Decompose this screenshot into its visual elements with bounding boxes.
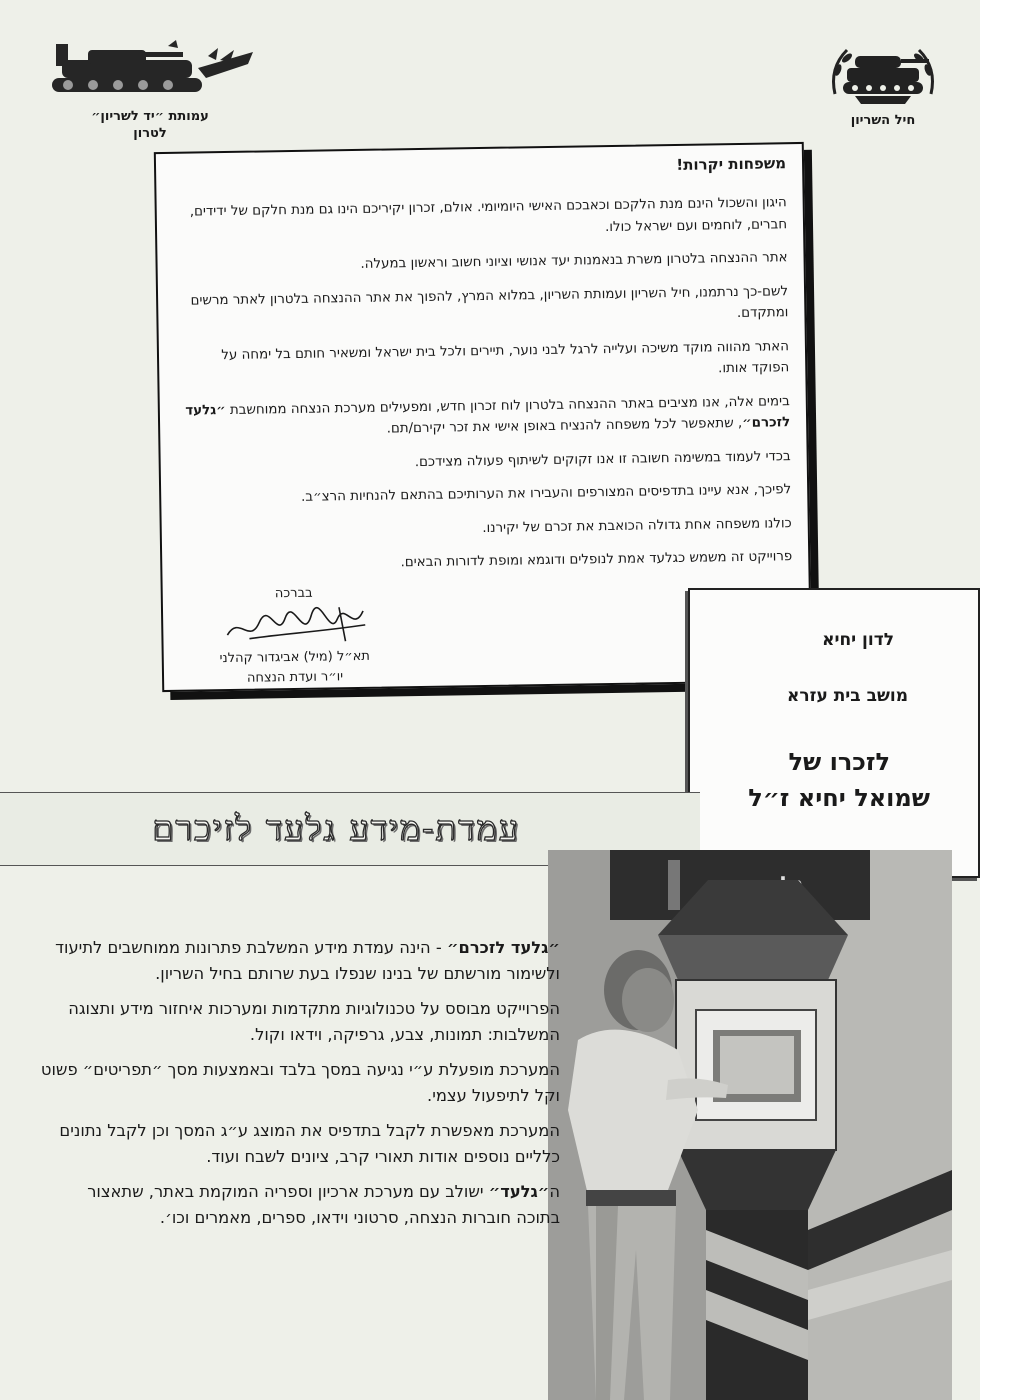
kiosk-photo (548, 850, 952, 1400)
signer-name: תא״ל (מיל) אביגדור קהלני (219, 648, 371, 667)
left-logo-caption (45, 108, 255, 142)
memorial-fallen-name: שמואל יחיא ז״ל (748, 784, 930, 812)
letter-closing: בברכה (274, 585, 313, 602)
letter-paragraph-8: כולנו משפחה אחת גדולה הכואבת את זכרם של יקירנו. (482, 515, 792, 536)
body-paragraph-5 (40, 1179, 560, 1230)
body-paragraph-1 (40, 935, 560, 986)
armored-corps-emblem-icon (825, 38, 941, 104)
letter-paragraph-9: פרוייקט זה משמש כגלעד אמת לנופלים ודוגמא ומופת לדורות הבאים. (400, 549, 793, 571)
yad-lashiryon-logo (45, 38, 255, 142)
letter-paragraph-4: האתר מהווה מוקד משיכה ועלייה לרגל לבני נוער, תיירים ולכל בית ישראל ומשאיר חותם בל ימחה על הפוקד אותו. (221, 338, 790, 377)
letter-paragraph-5-end: , שתאפשר לכל משפחה להנציח באופן אישי את זכר יקירם/תם. (386, 415, 743, 437)
body-paragraph-2: הפרוייקט מבוסס על טכנולוגיות מתקדמות ומערכות איחזור מידע ותצוגה המשלבות: תמונות, צבע, גרפיקה, וידאו וקול. (68, 999, 560, 1044)
memorial-recipient: לדון יחיא (822, 630, 894, 650)
body-paragraph-1-rest: - הינה עמדת מידע המשלבת פתרונות ממוחשבים לתיעוד ולשימור מורשתם של בנינו שנפלו בעת שרותם בחיל השריון. (55, 938, 560, 983)
letter-paragraph-3: לשם-כך נרתמנו, חיל השריון ועמותת השריון, במלוא המרץ, להפוך את אתר ההנצחה בלטרון לאתר מרשים ומתקדם. (190, 283, 789, 321)
armored-corps-logo (818, 38, 948, 129)
tank-icon (48, 38, 253, 100)
letter-paragraph-2: אתר ההנצחה בלטרון משרת בנאמנות יעד אנושי וציוני חשוב וראשון במעלה. (360, 250, 788, 272)
paper-edge (980, 0, 1018, 1400)
memorial-dedication: לזכרו של (788, 748, 890, 776)
project-name: ״גלעד לזכרם״ (446, 938, 560, 957)
left-caption-line2: לטרון (133, 126, 167, 141)
letter-paragraph-6: בכדי לעמוד במשימה חשובה זו אנו זקוקים לשיתוף פעולה מצידכם. (414, 448, 791, 470)
kiosk-illustration (548, 850, 952, 1400)
memorial-address: מושב בית עזרא (787, 686, 908, 706)
body-text (40, 935, 560, 1240)
body-paragraph-5-prefix: ה (549, 1182, 560, 1201)
project-name-inline: ״גלעד לזכרם״ (185, 402, 791, 431)
letter-paragraph-5-start: בימים אלה, אנו מציבים באתר ההנצחה בלטרון לוח זכרון חדש, ומפעילים מערכת הנצחה ממוחשבת (229, 393, 790, 418)
signer-role: יו״ר ועדת הנצחה (246, 669, 344, 686)
body-paragraph-5-rest: ישולב עם מערכת ארכיון וספריה המוקמת באתר, שתאצור בתוכה חוברות הנצחה, סרטוני וידאו, ספרים, מאמרים וכו׳. (87, 1182, 560, 1227)
letter-paragraph-7: לפיכך, אנא עיינו בתדפיסים המצורפים והעבירו את הערותיכם בהתאם להנחיות הרצ״ב. (300, 482, 792, 505)
right-logo-caption: חיל השריון (850, 113, 916, 128)
letter-paragraph-5 (182, 391, 791, 444)
letter-paragraph-1: היגון והשכול הינם מנת הלקכם וכאבכם האישי היומיומי. אולם, זכרון יקיריכם הינו גם מנת חלקם של ידידים, חברים, לוחמים ועם ישראל כולו. (189, 195, 788, 235)
section-title: עמדת-מידע גלעד לזיכרם (152, 809, 520, 849)
signature-block (199, 583, 391, 690)
left-caption-line1: עמותת ״יד לשריון״ (91, 109, 209, 124)
letter-salutation: משפחות יקרות! (676, 154, 787, 174)
body-paragraph-4: המערכת מאפשרת לקבל בתדפיס את המוצג ע״ג המסך וכן לקבל נתונים כלליים נוספים אודות תאורי קרב, ציונים לשבח ועוד. (59, 1121, 560, 1166)
memorial-card (688, 588, 980, 878)
handwritten-signature (219, 603, 370, 649)
galed-name: ״גלעד״ (488, 1182, 550, 1201)
body-paragraph-3: המערכת מופעלת ע״י נגיעה במסך בלבד ובאמצעות מסך ״תפריטים״ פשוט וקל לתיפעול עצמי. (40, 1060, 560, 1105)
